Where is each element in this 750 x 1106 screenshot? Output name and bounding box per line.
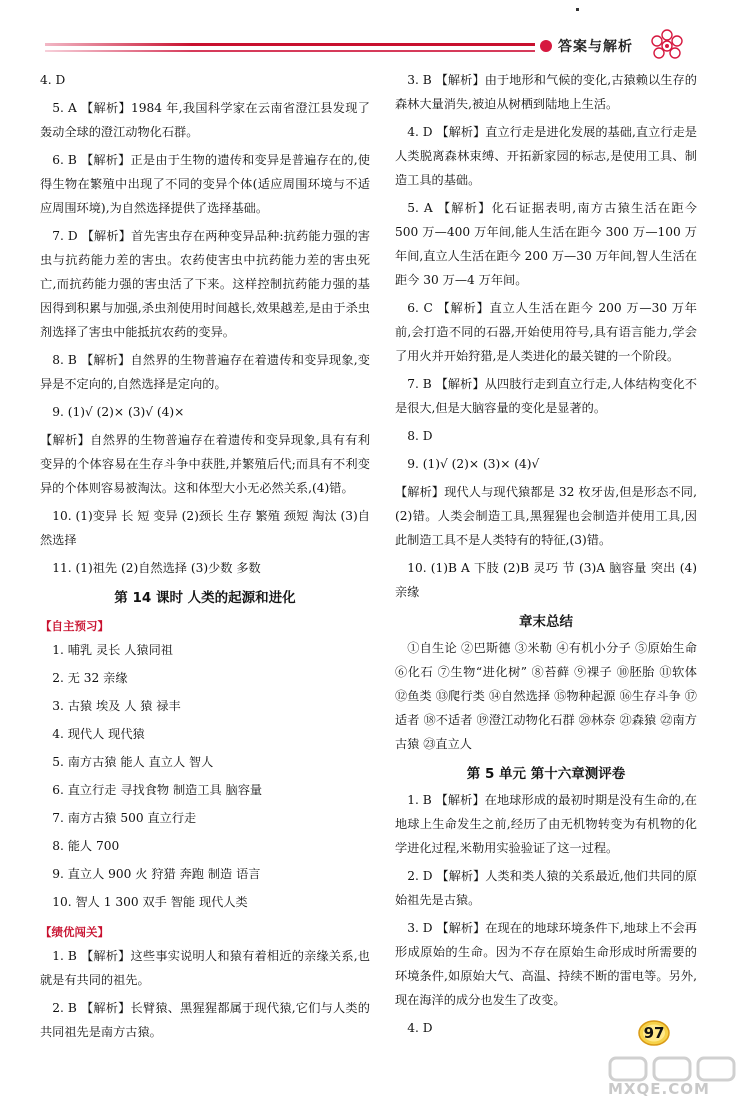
answer-item: 7. B 【解析】从四肢行走到直立行走,人体结构变化不是很大,但是大脑容量的变化是显著的。 <box>395 377 697 415</box>
answer-item: 4. 现代人 现代猿 <box>52 727 145 741</box>
answer-item: 5. A 【解析】化石证据表明,南方古猿生活在距今 500 万—400 万年间,能人生活在距今 300 万—100 万年间,直立人生活在距今 200 万—30 万年间,智人生活在距今 30 万—4 万年间。 <box>395 201 697 287</box>
dot-mark <box>576 8 579 11</box>
answer-item: 4. D <box>40 73 66 87</box>
header-dot-icon <box>540 40 552 52</box>
answer-item: 6. B 【解析】正是由于生物的遗传和变异是普遍存在的,使得生物在繁殖中出现了不同的变异个体(适应周围环境与不适应周围环境),为自然选择提供了选择基础。 <box>40 153 370 215</box>
answer-item: 9. (1)√ (2)× (3)√ (4)× <box>52 405 185 419</box>
unit-test-title: 第 5 单元 第十六章测评卷 <box>466 766 626 782</box>
answer-item: 1. B 【解析】这些事实说明人和猿有着相近的亲缘关系,也就是有共同的祖先。 <box>40 949 370 987</box>
summary-title: 章末总结 <box>519 614 573 630</box>
answer-item: 7. D 【解析】首先害虫存在两种变异品种:抗药能力强的害虫与抗药能力差的害虫。农药使害虫中抗药能力差的害虫死亡,而抗药能力强的害虫活了下来。这样控制抗药能力强的基因得到积累与加强,杀虫剂使用时间越长,效果越差,是由于杀虫剂选择了害虫中能抵抗农药的变异。 <box>40 229 370 339</box>
answer-item: 7. 南方古猿 500 直立行走 <box>52 811 197 825</box>
watermark-text: MXQE.COM <box>608 1080 710 1098</box>
answer-item: 8. D <box>407 429 433 443</box>
answer-item: 9. (1)√ (2)× (3)× (4)√ <box>407 457 540 471</box>
answer-item: 5. A 【解析】1984 年,我国科学家在云南省澄江县发现了轰动全球的澄江动物化石群。 <box>40 101 370 139</box>
flower-ornament-icon <box>645 26 689 66</box>
answer-item: 【解析】自然界的生物普遍存在着遗传和变异现象,具有有利变异的个体容易在生存斗争中获胜,并繁殖后代;而具有不利变异的个体则容易被淘汰。这和体型大小无必然关系,(4)错。 <box>40 433 370 495</box>
left-column <box>40 68 370 1048</box>
answer-item: 2. 无 32 亲缘 <box>52 671 128 685</box>
answer-item: 9. 直立人 900 火 狩猎 奔跑 制造 语言 <box>52 867 261 881</box>
section-tag-pass: 【绩优闯关】 <box>40 925 109 939</box>
answer-item: 2. B 【解析】长臂猿、黑猩猩都属于现代猿,它们与人类的共同祖先是南方古猿。 <box>40 1001 370 1039</box>
page-number: 97 <box>643 1024 665 1042</box>
answer-item: 6. C 【解析】直立人生活在距今 200 万—30 万年前,会打造不同的石器,开始使用符号,具有语言能力,学会了用火并开始狩猎,是人类进化的最关键的一个阶段。 <box>395 301 697 363</box>
right-column <box>395 68 697 1044</box>
summary-text: ①自生论 ②巴斯德 ③米勒 ④有机小分子 ⑤原始生命 ⑥化石 ⑦生物“进化树” ⑧苔藓 ⑨裸子 ⑩胚胎 ⑪软体 ⑫鱼类 ⑬爬行类 ⑭自然选择 ⑮物种起源 ⑯生存斗争 ⑰适者 ⑱不适者 ⑲澄江动物化石群 ⑳林奈 ㉑森猿 ㉒南方古猿 ㉓直立人 <box>395 641 697 751</box>
answer-item: 6. 直立行走 寻找食物 制造工具 脑容量 <box>52 783 263 797</box>
answer-item: 8. 能人 700 <box>52 839 120 853</box>
answer-item: 8. B 【解析】自然界的生物普遍存在着遗传和变异现象,变异是不定向的,自然选择是定向的。 <box>40 353 370 391</box>
answer-item: 2. D 【解析】人类和类人猿的关系最近,他们共同的原始祖先是古猿。 <box>395 869 697 907</box>
answer-item: 3. 古猿 埃及 人 猿 禄丰 <box>52 699 181 713</box>
lesson-title: 第 14 课时 人类的起源和进化 <box>114 590 296 606</box>
answer-item: 11. (1)祖先 (2)自然选择 (3)少数 多数 <box>52 561 261 575</box>
answer-item: 10. (1)变异 长 短 变异 (2)颈长 生存 繁殖 颈短 淘汰 (3)自然选择 <box>40 509 370 547</box>
answer-item: 1. B 【解析】在地球形成的最初时期是没有生命的,在地球上生命发生之前,经历了由无机物转变为有机物的化学进化过程,米勒用实验验证了这一过程。 <box>395 793 697 855</box>
answer-item: 5. 南方古猿 能人 直立人 智人 <box>52 755 214 769</box>
answer-item: 3. B 【解析】由于地形和气候的变化,古猿赖以生存的森林大量消失,被迫从树栖到陆地上生活。 <box>395 73 697 111</box>
header-rule-secondary <box>45 50 535 52</box>
answer-item: 3. D 【解析】在现在的地球环境条件下,地球上不会再形成原始的生命。因为不存在原始生命形成时所需要的环境条件,如原始大气、高温、持续不断的雷电等。另外,现在海洋的成分也发生了改变。 <box>395 921 697 1007</box>
answer-item: 10. (1)B A 下肢 (2)B 灵巧 节 (3)A 脑容量 突出 (4)亲缘 <box>395 561 697 599</box>
section-tag-preview: 【自主预习】 <box>40 619 109 633</box>
answer-item: 10. 智人 1 300 双手 智能 现代人类 <box>52 895 248 909</box>
answer-item: 【解析】现代人与现代猿都是 32 枚牙齿,但是形态不同,(2)错。人类会制造工具,黑猩猩也会制造并使用工具,因此制造工具不是人类特有的特征,(3)错。 <box>395 485 697 547</box>
answer-item: 4. D 【解析】直立行走是进化发展的基础,直立行走是人类脱离森林束缚、开拓新家园的标志,是使用工具、制造工具的基础。 <box>395 125 697 187</box>
header-title: 答案与解析 <box>558 39 633 55</box>
answer-item: 1. 哺乳 灵长 人猿同祖 <box>52 643 173 657</box>
answer-item: 4. D <box>407 1021 433 1035</box>
header-rule <box>45 43 535 46</box>
